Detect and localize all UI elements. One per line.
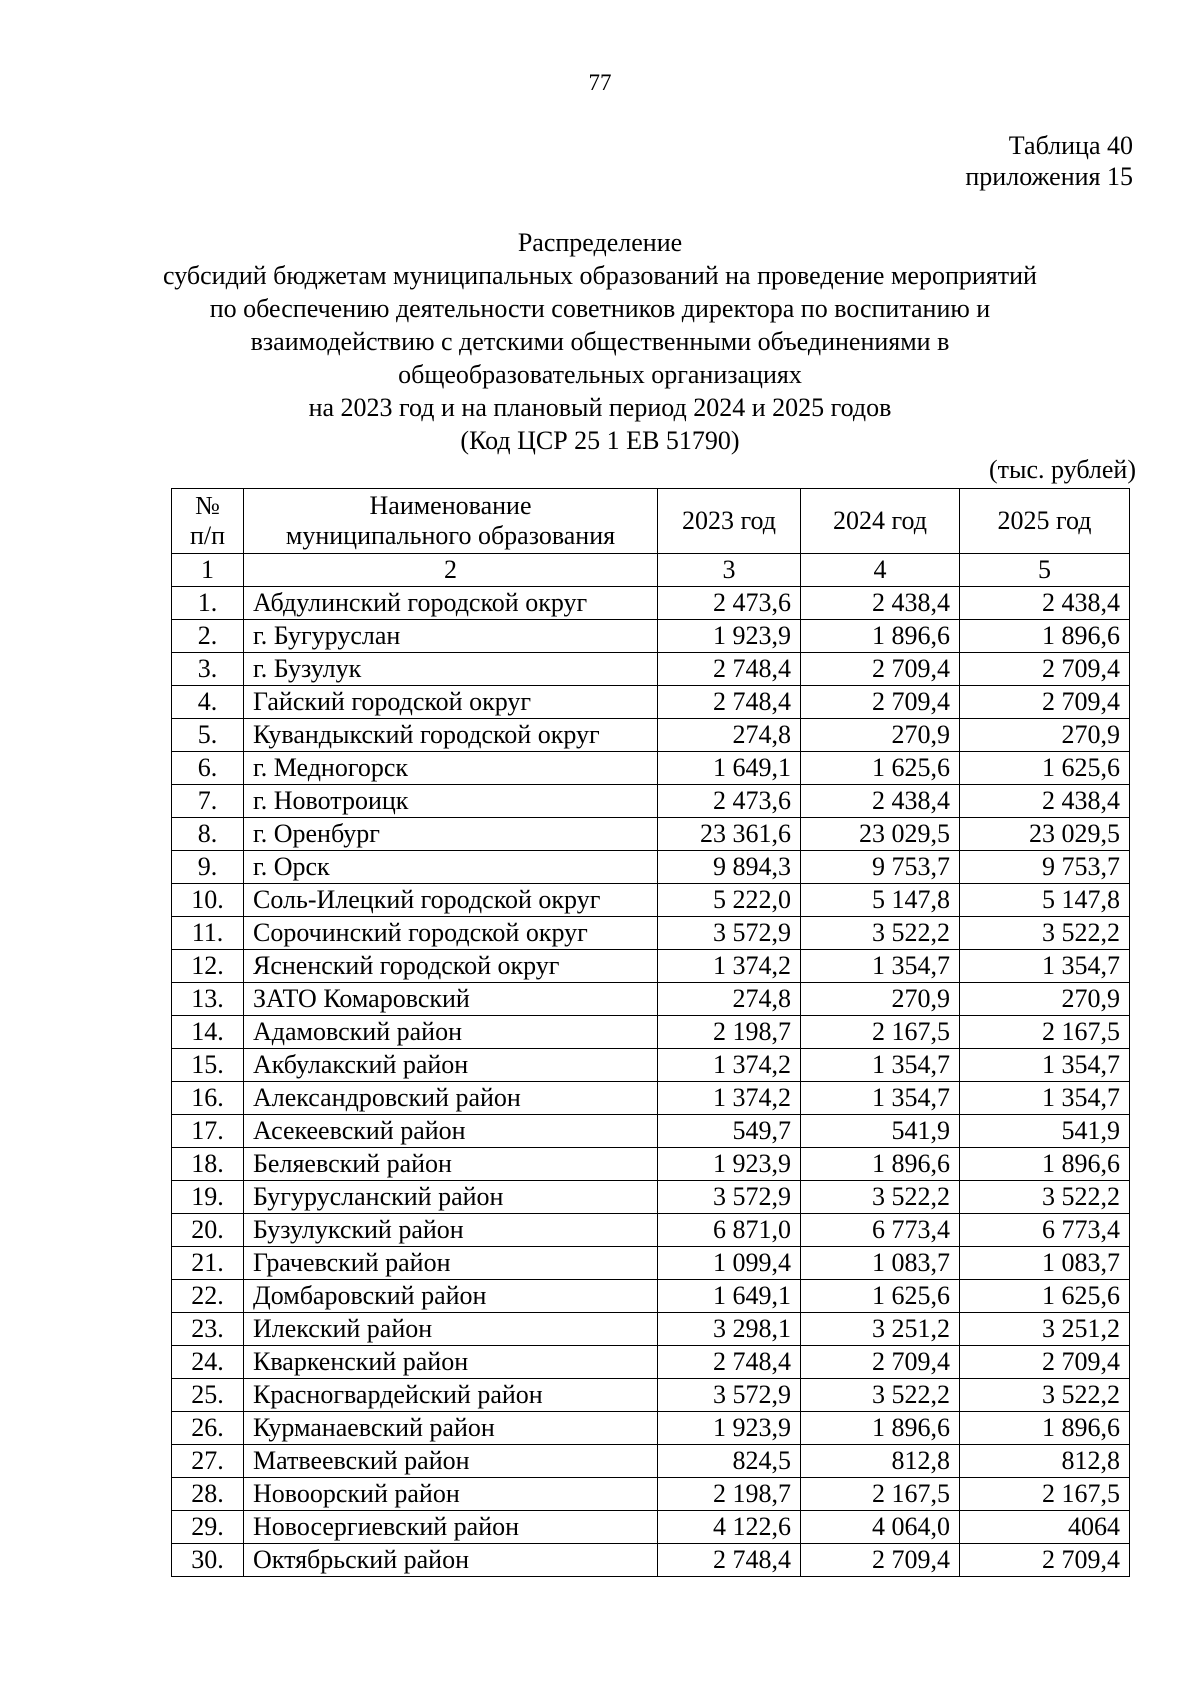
column-index: 2 [244, 554, 658, 587]
value-2023: 1 649,1 [658, 1280, 801, 1313]
value-2025: 3 522,2 [960, 1181, 1130, 1214]
row-number: 7. [172, 785, 244, 818]
value-2024: 23 029,5 [801, 818, 960, 851]
value-2023: 1 374,2 [658, 1049, 801, 1082]
table-row [172, 752, 1130, 785]
table-reference [965, 130, 1133, 192]
table-row [172, 719, 1130, 752]
value-2023: 1 923,9 [658, 1148, 801, 1181]
table-row [172, 1181, 1130, 1214]
municipality-name: г. Бузулук [244, 653, 658, 686]
row-number: 23. [172, 1313, 244, 1346]
value-2024: 1 354,7 [801, 950, 960, 983]
value-2025: 3 522,2 [960, 917, 1130, 950]
value-2024: 2 709,4 [801, 686, 960, 719]
value-2024: 812,8 [801, 1445, 960, 1478]
municipality-name: г. Бугуруслан [244, 620, 658, 653]
municipality-name: Домбаровский район [244, 1280, 658, 1313]
table-row [172, 1346, 1130, 1379]
table-row [172, 620, 1130, 653]
value-2023: 1 374,2 [658, 1082, 801, 1115]
value-2024: 1 896,6 [801, 1148, 960, 1181]
row-number: 20. [172, 1214, 244, 1247]
row-number: 22. [172, 1280, 244, 1313]
row-number: 29. [172, 1511, 244, 1544]
value-2024: 1 083,7 [801, 1247, 960, 1280]
value-2023: 2 748,4 [658, 1346, 801, 1379]
value-2025: 4064 [960, 1511, 1130, 1544]
value-2023: 1 649,1 [658, 752, 801, 785]
municipality-name: Илекский район [244, 1313, 658, 1346]
value-2025: 2 709,4 [960, 653, 1130, 686]
municipality-name: Гайский городской округ [244, 686, 658, 719]
municipality-name: Бузулукский район [244, 1214, 658, 1247]
value-2023: 1 923,9 [658, 1412, 801, 1445]
row-number: 3. [172, 653, 244, 686]
value-2025: 270,9 [960, 719, 1130, 752]
municipality-name: Александровский район [244, 1082, 658, 1115]
municipality-name: Ясненский городской округ [244, 950, 658, 983]
value-2025: 9 753,7 [960, 851, 1130, 884]
value-2023: 3 572,9 [658, 1181, 801, 1214]
municipality-name: Новоорский район [244, 1478, 658, 1511]
row-number: 6. [172, 752, 244, 785]
value-2024: 270,9 [801, 983, 960, 1016]
value-2025: 3 522,2 [960, 1379, 1130, 1412]
value-2024: 2 709,4 [801, 1544, 960, 1577]
value-2024: 9 753,7 [801, 851, 960, 884]
appendix-reference-line: приложения 15 [965, 162, 1133, 191]
value-2023: 6 871,0 [658, 1214, 801, 1247]
table-row [172, 1511, 1130, 1544]
value-2025: 2 709,4 [960, 1346, 1130, 1379]
column-index: 3 [658, 554, 801, 587]
table-row [172, 1115, 1130, 1148]
column-index: 5 [960, 554, 1130, 587]
municipality-name: Красногвардейский район [244, 1379, 658, 1412]
municipality-name: Кваркенский район [244, 1346, 658, 1379]
value-2024: 3 522,2 [801, 917, 960, 950]
table-row [172, 983, 1130, 1016]
table-row [172, 851, 1130, 884]
row-number: 18. [172, 1148, 244, 1181]
value-2025: 5 147,8 [960, 884, 1130, 917]
value-2025: 3 251,2 [960, 1313, 1130, 1346]
table-row [172, 1280, 1130, 1313]
title-line: (Код ЦСР 25 1 ЕВ 51790) [460, 426, 740, 455]
value-2023: 549,7 [658, 1115, 801, 1148]
header-name-line1: Наименование [369, 491, 532, 520]
value-2023: 3 572,9 [658, 917, 801, 950]
table-row [172, 818, 1130, 851]
value-2023: 9 894,3 [658, 851, 801, 884]
table-row [172, 1016, 1130, 1049]
table-row [172, 884, 1130, 917]
title-line: взаимодействию с детскими общественными объединениями в [250, 327, 950, 356]
table-row [172, 686, 1130, 719]
row-number: 13. [172, 983, 244, 1016]
value-2024: 1 896,6 [801, 1412, 960, 1445]
row-number: 28. [172, 1478, 244, 1511]
column-index-row [172, 554, 1130, 587]
value-2024: 2 167,5 [801, 1478, 960, 1511]
table-header-row [172, 489, 1130, 554]
page-number: 77 [588, 70, 612, 95]
municipality-name: г. Медногорск [244, 752, 658, 785]
column-index: 4 [801, 554, 960, 587]
row-number: 8. [172, 818, 244, 851]
value-2025: 541,9 [960, 1115, 1130, 1148]
value-2025: 812,8 [960, 1445, 1130, 1478]
row-number: 5. [172, 719, 244, 752]
header-2023: 2023 год [658, 489, 801, 554]
table-row [172, 1412, 1130, 1445]
value-2024: 1 354,7 [801, 1049, 960, 1082]
value-2025: 2 167,5 [960, 1016, 1130, 1049]
value-2024: 3 522,2 [801, 1181, 960, 1214]
row-number: 19. [172, 1181, 244, 1214]
table-row [172, 1379, 1130, 1412]
value-2023: 1 923,9 [658, 620, 801, 653]
row-number: 17. [172, 1115, 244, 1148]
table-row [172, 1544, 1130, 1577]
value-2024: 2 709,4 [801, 1346, 960, 1379]
value-2024: 3 522,2 [801, 1379, 960, 1412]
value-2023: 3 572,9 [658, 1379, 801, 1412]
municipality-name: г. Орск [244, 851, 658, 884]
subsidy-table [171, 488, 1130, 1577]
value-2025: 1 896,6 [960, 620, 1130, 653]
value-2023: 4 122,6 [658, 1511, 801, 1544]
row-number: 15. [172, 1049, 244, 1082]
value-2023: 5 222,0 [658, 884, 801, 917]
table-row [172, 917, 1130, 950]
units-label: (тыс. рублей) [988, 455, 1136, 484]
row-number: 11. [172, 917, 244, 950]
value-2025: 270,9 [960, 983, 1130, 1016]
value-2025: 1 083,7 [960, 1247, 1130, 1280]
value-2024: 2 167,5 [801, 1016, 960, 1049]
municipality-name: Бугурусланский район [244, 1181, 658, 1214]
title-line: на 2023 год и на плановый период 2024 и 2025 годов [308, 393, 892, 422]
table-row [172, 1478, 1130, 1511]
row-number: 9. [172, 851, 244, 884]
value-2025: 1 625,6 [960, 752, 1130, 785]
municipality-name: г. Новотроицк [244, 785, 658, 818]
value-2023: 2 748,4 [658, 1544, 801, 1577]
value-2024: 541,9 [801, 1115, 960, 1148]
value-2024: 1 354,7 [801, 1082, 960, 1115]
table-row [172, 1148, 1130, 1181]
value-2025: 6 773,4 [960, 1214, 1130, 1247]
table-row [172, 950, 1130, 983]
municipality-name: Адамовский район [244, 1016, 658, 1049]
municipality-name: Курманаевский район [244, 1412, 658, 1445]
value-2025: 2 709,4 [960, 686, 1130, 719]
row-number: 1. [172, 587, 244, 620]
row-number: 27. [172, 1445, 244, 1478]
table-row [172, 1049, 1130, 1082]
value-2024: 1 625,6 [801, 752, 960, 785]
value-2024: 270,9 [801, 719, 960, 752]
row-number: 24. [172, 1346, 244, 1379]
municipality-name: Грачевский район [244, 1247, 658, 1280]
table-row [172, 653, 1130, 686]
value-2024: 5 147,8 [801, 884, 960, 917]
value-2025: 23 029,5 [960, 818, 1130, 851]
header-number [172, 489, 244, 554]
municipality-name: Сорочинский городской округ [244, 917, 658, 950]
value-2023: 1 374,2 [658, 950, 801, 983]
value-2025: 2 167,5 [960, 1478, 1130, 1511]
municipality-name: Беляевский район [244, 1148, 658, 1181]
value-2024: 1 896,6 [801, 620, 960, 653]
value-2025: 2 438,4 [960, 587, 1130, 620]
row-number: 21. [172, 1247, 244, 1280]
value-2025: 1 896,6 [960, 1412, 1130, 1445]
value-2024: 1 625,6 [801, 1280, 960, 1313]
value-2025: 1 354,7 [960, 1082, 1130, 1115]
column-index: 1 [172, 554, 244, 587]
municipality-name: ЗАТО Комаровский [244, 983, 658, 1016]
value-2024: 2 709,4 [801, 653, 960, 686]
row-number: 4. [172, 686, 244, 719]
value-2024: 2 438,4 [801, 785, 960, 818]
row-number: 25. [172, 1379, 244, 1412]
value-2023: 2 748,4 [658, 686, 801, 719]
header-number-line1: № [195, 491, 220, 520]
municipality-name: г. Оренбург [244, 818, 658, 851]
row-number: 14. [172, 1016, 244, 1049]
value-2023: 2 473,6 [658, 587, 801, 620]
value-2023: 824,5 [658, 1445, 801, 1478]
table-row [172, 1247, 1130, 1280]
title-line: общеобразовательных организациях [398, 360, 802, 389]
table-row [172, 1214, 1130, 1247]
table-row [172, 785, 1130, 818]
header-2025: 2025 год [960, 489, 1130, 554]
table-row [172, 1445, 1130, 1478]
row-number: 2. [172, 620, 244, 653]
header-name [244, 489, 658, 554]
header-name-line2: муниципального образования [285, 521, 616, 550]
municipality-name: Октябрьский район [244, 1544, 658, 1577]
table-body [172, 587, 1130, 1577]
value-2023: 1 099,4 [658, 1247, 801, 1280]
header-2024: 2024 год [801, 489, 960, 554]
value-2023: 2 748,4 [658, 653, 801, 686]
value-2023: 274,8 [658, 719, 801, 752]
value-2025: 2 438,4 [960, 785, 1130, 818]
table-row [172, 587, 1130, 620]
row-number: 10. [172, 884, 244, 917]
municipality-name: Новосергиевский район [244, 1511, 658, 1544]
document-title [150, 226, 1050, 457]
municipality-name: Абдулинский городской округ [244, 587, 658, 620]
title-line: по обеспечению деятельности советников директора по воспитанию и [209, 294, 991, 323]
value-2023: 2 473,6 [658, 785, 801, 818]
table-reference-line: Таблица 40 [1008, 131, 1133, 160]
value-2025: 1 354,7 [960, 1049, 1130, 1082]
municipality-name: Асекеевский район [244, 1115, 658, 1148]
municipality-name: Кувандыкский городской округ [244, 719, 658, 752]
row-number: 26. [172, 1412, 244, 1445]
value-2024: 6 773,4 [801, 1214, 960, 1247]
value-2025: 2 709,4 [960, 1544, 1130, 1577]
value-2025: 1 625,6 [960, 1280, 1130, 1313]
value-2023: 3 298,1 [658, 1313, 801, 1346]
row-number: 30. [172, 1544, 244, 1577]
title-line: Распределение [517, 228, 683, 257]
row-number: 16. [172, 1082, 244, 1115]
municipality-name: Соль-Илецкий городской округ [244, 884, 658, 917]
value-2024: 3 251,2 [801, 1313, 960, 1346]
municipality-name: Матвеевский район [244, 1445, 658, 1478]
row-number: 12. [172, 950, 244, 983]
value-2023: 274,8 [658, 983, 801, 1016]
value-2023: 2 198,7 [658, 1478, 801, 1511]
table-row [172, 1313, 1130, 1346]
header-number-line2: п/п [189, 521, 226, 550]
value-2025: 1 896,6 [960, 1148, 1130, 1181]
value-2024: 4 064,0 [801, 1511, 960, 1544]
municipality-name: Акбулакский район [244, 1049, 658, 1082]
value-2024: 2 438,4 [801, 587, 960, 620]
value-2023: 2 198,7 [658, 1016, 801, 1049]
value-2025: 1 354,7 [960, 950, 1130, 983]
title-line: субсидий бюджетам муниципальных образований на проведение мероприятий [163, 261, 1037, 290]
table-row [172, 1082, 1130, 1115]
value-2023: 23 361,6 [658, 818, 801, 851]
